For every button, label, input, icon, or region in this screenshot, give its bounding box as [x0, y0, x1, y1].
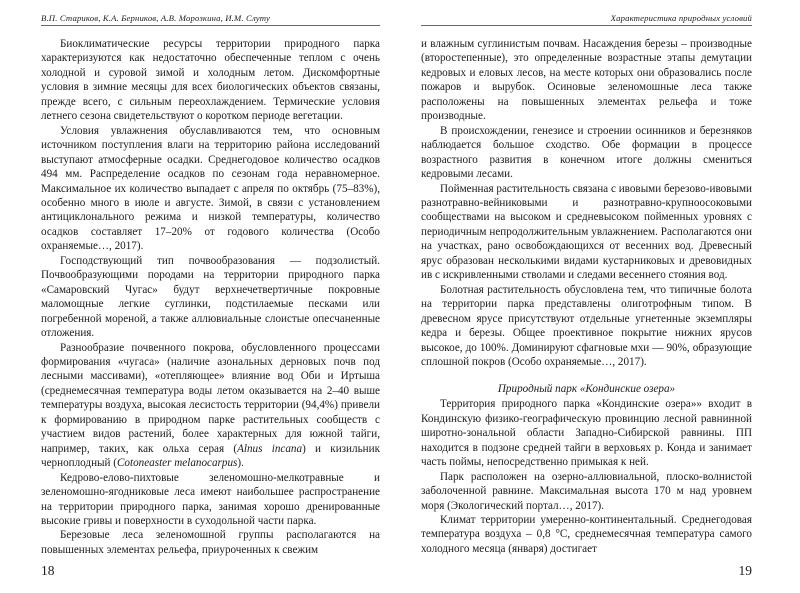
paragraph: Господствующий тип почвообразования — подзолистый. Почвообразующими породами на территории природного парка «Самаровский Чугас» будут верхнечетвертичные покровные маломощные легкие суглинки, подстилаемые песками или погребенной мореной, а также аллювиальные слоистые опесчаненные отложения. [41, 254, 380, 340]
paragraph: Биоклиматические ресурсы территории природного парка характеризуются как недостаточно обеспеченные теплом с очень холодной и суровой зимой и холодным летом. Дискомфортные условия в зимние месяцы для всех биологических объектов связаны, прежде всего, с сильным переохлаждением. Термические условия летнего сезона свидетельствуют о коротком периоде вегетации. [41, 38, 380, 123]
paragraph: Болотная растительность обусловлена тем, что типичные болота на территории парка представлены олиготрофным типом. В древесном ярусе присутствуют отдельные угнетенные экземпляры кедра и березы. Общее проективное покрытие нижних ярусов высокое, до 100%. Доминируют сфагновые мхи — 90%, образующие сплошной покров (Особо охраняемые…, 2017). [421, 283, 752, 368]
section-subheading: Природный парк «Кондинские озера» [497, 382, 676, 395]
page-number-left: 18 [41, 563, 55, 578]
paragraph-text-middle: ) и кизильник черноплодный ( [41, 442, 380, 470]
paragraph-with-latin-names [41, 341, 380, 471]
paragraph-text-suffix: ). [237, 457, 244, 470]
paragraph: Парк расположен на озерно-аллювиальной, плоско-волнистой заболоченной равнине. Максимальная высота 170 м над уровнем моря (Экологический портал…, 2017). [421, 470, 752, 512]
paragraph: Пойменная растительность связана с ивовыми березово-ивовыми разнотравно-вейниковыми и разнотравно-крупноосоковыми сообществами на высоком и средневысоком пойменных уровнях с периодичным непродолжительным увлажнением. Располагаются они на участках, рано освобождающихся от весенних вод. Древесный ярус образован несколькими видами кустарниковых и древовидных ив с искривленными стволами и следами весеннего стояния вод. [421, 182, 752, 282]
left-column-body [41, 37, 380, 557]
running-head-title: Характеристика природных условий [610, 13, 752, 23]
paragraph: Условия увлажнения обуславливаются тем, что основным источником поступления влаги на территорию района исследований выступают атмосферные осадки. Среднегодовое количество осадков 494 мм. Распределение осадков по сезонам года неравномерное. Максимальное их количество выпадает с апреля по октябрь (75–83%), особенно много в июле и августе. Зимой, в связи с установлением антициклонального режима и низкой температуры, количество осадков составляет 17–20% от годового количества (Особо охраняемые…, 2017). [41, 124, 380, 253]
paragraph-continued: и влажным суглинистым почвам. Насаждения березы – производные (второстепенные), это определенные возрастные этапы демутации кедровых и еловых лесов, на месте которых они образовались после пожаров и вырубок. Осиновые зеленомошные леса также расположены на повышенных элементах рельефа и тоже производные. [421, 38, 752, 123]
header-rule-right [421, 25, 752, 26]
latin-species-name-alnus-incana: Alnus incana [237, 442, 303, 455]
right-column-body [421, 37, 752, 556]
header-rule-left [41, 25, 380, 26]
paragraph-text-prefix: Разнообразие почвенного покрова, обусловленного процессами формирования «чугаса» (наличие азональных дерновых почв под лесными массивами), «отепляющее» влияние вод Оби и Иртыша (среднемесячная температура воды летом оказывается на 2–40 выше температуры воздуха, высокая лесистость территории (94,4%) привели к формированию в природном парке растительных сообществ с участием видов растений, более характерных для южной тайги, например, таких, как ольха серая ( [41, 341, 380, 455]
paragraph: Климат территории умеренно-континентальный. Среднегодовая температура воздуха – 0,8 °С, среднемесячная температура самого холодного месяца (января) достигает [421, 514, 752, 555]
paragraph: В происхождении, генезисе и строении осинников и березняков наблюдается большое сходство. Обе формации в процессе возрастного развития в конечном итоге должны смениться кедровыми лесами. [421, 124, 752, 181]
page-number-right: 19 [738, 563, 752, 578]
page-right [400, 0, 800, 593]
paragraph: Территория природного парка «Кондинские озера»» входит в Кондинскую физико-географическую провинцию лесной равнинной широтно-зональной области Западно-Сибирской равнины. ПП находится в подзоне средней тайги в верховьях р. Конда и занимает часть поймы, непосредственно примыкая к ней. [421, 398, 752, 469]
paragraph: Березовые леса зеленомошной группы располагаются на повышенных элементах рельефа, приуроченных к свежим [41, 529, 380, 556]
paragraph: Кедрово-елово-пихтовые зеленомошно-мелкотравные и зеленомошно-ягодниковые леса имеют наибольшее распространение на территории природного парка, занимая хорошо дренированные высокие гривы и поверхности в суходольной части парка. [41, 471, 380, 527]
latin-species-name-cotoneaster-melanocarpus: Cotoneaster melanocarpus [117, 457, 238, 470]
running-head-authors: В.П. Стариков, К.А. Берников, А.В. Морозкина, И.М. Слуту [41, 13, 270, 23]
